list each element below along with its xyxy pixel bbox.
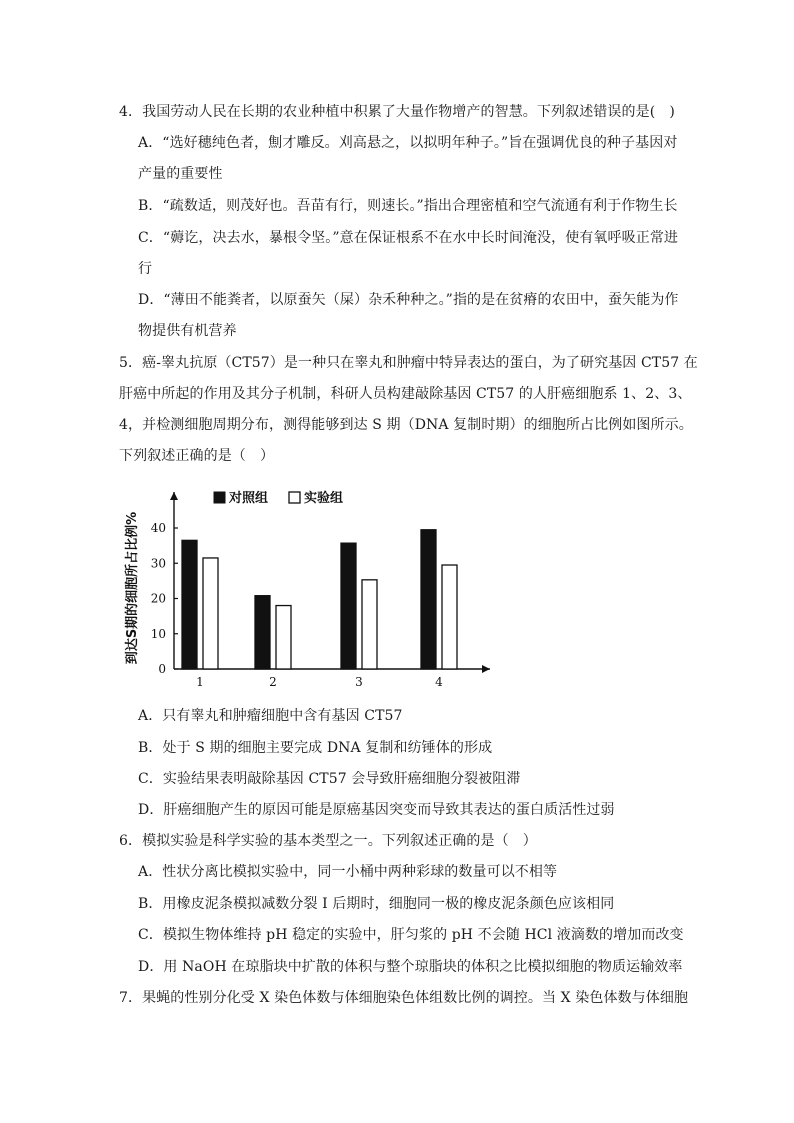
question-6-option-c: C．模拟生物体维持 pH 稳定的实验中，肝匀浆的 pH 不会随 HCl 液滴数的增加而改变	[138, 927, 684, 943]
question-7-stem: 7．果蝇的性别分化受 X 染色体数与体细胞染色体组数比例的调控。当 X 染色体数与体细胞	[119, 990, 689, 1006]
legend-swatch-experiment	[289, 492, 300, 503]
question-4-option-c: C．“薅讫，决去水，暴根令坚。”意在保证根系不在水中长时间淹没，使有氧呼吸正常进	[138, 230, 679, 246]
x-tick-label: 2	[269, 675, 277, 689]
x-tick-label: 1	[196, 675, 204, 689]
question-4-stem: 4．我国劳动人民在长期的农业种植中积累了大量作物增产的智慧。下列叙述错误的是( )	[119, 104, 675, 120]
question-6-option-d: D．用 NaOH 在琼脂块中扩散的体积与整个琼脂块的体积之比模拟细胞的物质运输效率	[138, 959, 683, 975]
y-tick-label: 10	[150, 626, 166, 641]
question-4-option-d: D．“薄田不能粪者，以原蚕矢（屎）杂禾种种之。”指的是在贫瘠的农田中，蚕矢能为作	[138, 292, 679, 308]
bar-experiment	[203, 558, 218, 669]
question-6-option-a: A．性状分离比模拟实验中，同一小桶中两种彩球的数量可以不相等	[138, 864, 558, 880]
x-tick-label: 4	[435, 675, 443, 689]
y-tick-label: 20	[150, 591, 166, 606]
bar-control	[341, 543, 356, 669]
question-5-option-d: D．肝癌细胞产生的原因可能是原癌基因突变而导致其表达的蛋白质活性过弱	[138, 802, 615, 818]
bar-control	[182, 540, 197, 669]
chart-marks	[151, 492, 490, 689]
question-5-stem-line1: 5．癌-睾丸抗原（CT57）是一种只在睾丸和肿瘤中特异表达的蛋白，为了研究基因 CT57 在	[119, 355, 698, 371]
x-tick-label: 3	[355, 675, 363, 689]
y-tick-label: 0	[158, 662, 166, 676]
question-5-stem-line2: 肝癌中所起的作用及其分子机制，科研人员构建敲除基因 CT57 的人肝癌细胞系 1、2、3、	[119, 386, 692, 402]
chart-svg	[118, 478, 508, 698]
question-4-option-a-cont: 产量的重要性	[138, 166, 223, 182]
y-axis-label: 到达S期的细胞所占比例%	[125, 511, 140, 665]
x-axis-arrow	[482, 665, 490, 673]
question-4-option-d-cont: 物提供有机营养	[138, 323, 237, 339]
legend-swatch-control	[214, 492, 225, 503]
bar-control	[421, 530, 436, 669]
question-4-option-b: B．“疏数适，则茂好也。吾苗有行，则速长。”指出合理密植和空气流通有利于作物生长	[138, 198, 678, 214]
y-axis-arrow	[170, 492, 178, 500]
question-5-option-c: C．实验结果表明敲除基因 CT57 会导致肝癌细胞分裂被阻滞	[138, 771, 521, 787]
question-6-stem: 6．模拟实验是科学实验的基本类型之一。下列叙述正确的是（ ）	[119, 833, 537, 849]
question-4-option-a: A．“选好穗纯色者，劁才雕反。刈高悬之，以拟明年种子。”旨在强调优良的种子基因对	[138, 135, 678, 151]
question-5-option-a: A．只有睾丸和肿瘤细胞中含有基因 CT57	[138, 708, 403, 724]
bar-experiment	[276, 606, 291, 669]
question-5-option-b: B．处于 S 期的细胞主要完成 DNA 复制和纺锤体的形成	[138, 740, 493, 756]
legend-label-experiment: 实验组	[304, 491, 344, 506]
question-5-stem-line4: 下列叙述正确的是（ ）	[119, 448, 275, 464]
bar-experiment	[362, 580, 377, 669]
y-tick-label: 40	[150, 521, 166, 535]
question-5-stem-line3: 4，并检测细胞周期分布，测得能够到达 S 期（DNA 复制时期）的细胞所占比例如图所示。	[119, 417, 693, 433]
question-6-option-b: B．用橡皮泥条模拟减数分裂 I 后期时，细胞同一极的橡皮泥条颜色应该相同	[138, 896, 615, 912]
legend-label-control: 对照组	[229, 491, 269, 506]
bar-experiment	[442, 565, 457, 669]
bar-control	[255, 596, 270, 669]
s-phase-bar-chart	[118, 478, 508, 698]
question-4-option-c-cont: 行	[138, 261, 153, 277]
y-tick-label: 30	[150, 556, 166, 571]
